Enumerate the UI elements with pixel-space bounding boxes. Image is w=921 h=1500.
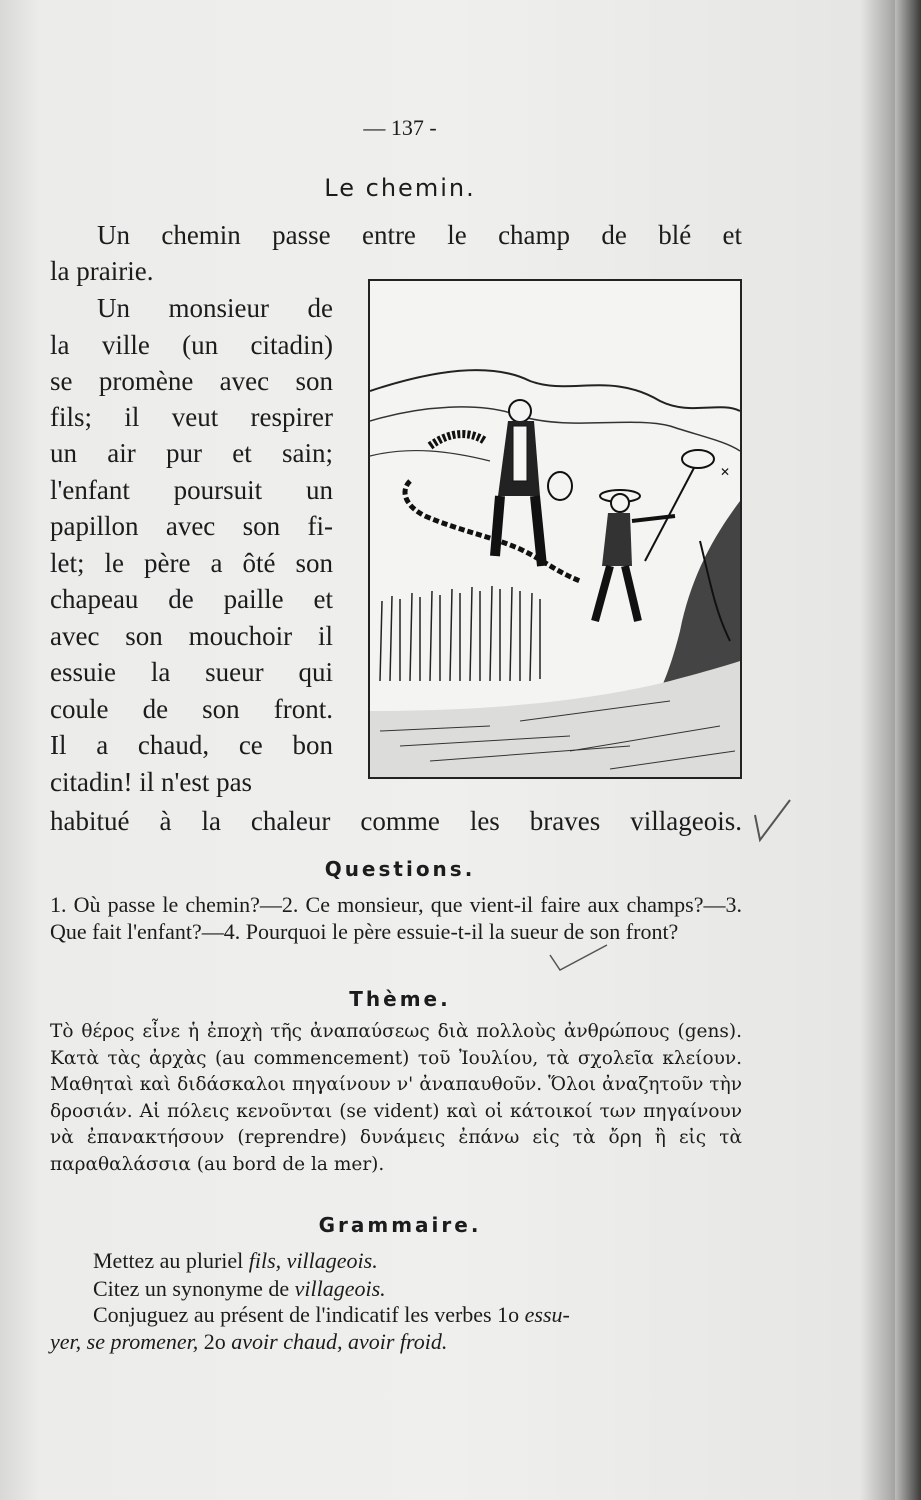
text-line: fils; il veut respirer [50, 402, 333, 432]
grammaire-text: Mettez au pluriel [93, 1248, 249, 1273]
page-number: — 137 - [363, 115, 437, 140]
father-son-path-illustration-icon [370, 281, 740, 777]
svg-text:✕: ✕ [720, 465, 731, 479]
text-line: l'enfant poursuit un [50, 475, 333, 505]
grammaire-line [93, 1247, 793, 1274]
check-mark-icon [545, 940, 615, 975]
grammaire-italic: essu- [524, 1302, 570, 1327]
check-mark-icon [740, 795, 800, 855]
text-line: citadin! il n'est pas [50, 767, 253, 797]
text-line: la prairie. [50, 256, 154, 286]
text-line: la ville (un citadin) [50, 330, 333, 360]
grammaire-number: 2o [203, 1329, 226, 1354]
grammaire-heading: Grammaire. [318, 1213, 482, 1237]
lesson-title: Le chemin. [324, 174, 476, 202]
illustration [368, 279, 742, 779]
text-line: Un monsieur de [97, 293, 333, 323]
grammaire-italic: avoir chaud, avoir froid. [231, 1329, 448, 1354]
text-line: habitué à la chaleur comme les braves villageois. [50, 806, 742, 836]
text-line: chapeau de paille et [50, 584, 333, 614]
text-line: se promène avec son [50, 366, 333, 396]
text-line: avec son mouchoir il [50, 621, 333, 651]
grammaire-line [93, 1301, 793, 1328]
theme-heading: Thème. [349, 987, 451, 1011]
theme-text: Τὸ θέρος εἶνε ἡ ἐποχὴ τῆς ἀναπαύσεως διὰ πολλοὺς ἀνθρώπους (gens). Κατὰ τὰς ἀρχὰς (au commencement) τοῦ Ἰουλίου, τὰ σχολεῖα κλείουν. Μαθηταὶ καὶ διδάσκαλοι πηγαίνουν ν' ἀναπαυθοῦν. Ὅλοι ἀναζητοῦν τὴν δροσιάν. Αἱ πόλεις κενοῦνται (se vident) καὶ οἱ κάτοικοί των πηγαίνουν νὰ ἐπανακτήσουν (reprendre) δυνάμεις ἐπάνω εἰς τὰ ὄρη ἢ εἰς τὰ παραθαλάσσια (au bord de la mer). [50, 1021, 742, 1175]
text-line: essuie la sueur qui [50, 657, 333, 687]
text-line: Un chemin passe entre le champ de blé et [97, 220, 742, 250]
text-line: let; le père a ôté son [50, 548, 333, 578]
grammaire-text: Conjuguez au présent de l'indicatif les verbes [93, 1302, 498, 1327]
grammaire-italic: yer, se promener, [50, 1329, 199, 1354]
grammaire-number: 1o [497, 1302, 520, 1327]
grammaire-line [50, 1328, 750, 1355]
grammaire-italic: fils, villageois. [248, 1248, 378, 1273]
page-edge-shadow [895, 0, 921, 1500]
grammaire-text: Citez un synonyme de [93, 1276, 295, 1301]
grammaire-line [93, 1275, 793, 1302]
questions-heading: Questions. [324, 857, 476, 881]
text-line: Il a chaud, ce bon [50, 730, 333, 760]
questions-text: 1. Où passe le chemin?—2. Ce monsieur, que vient-il faire aux champs?—3. Que fait l'enfant?—4. Pourquoi le père essuie-t-il la sueur de son front? [50, 892, 742, 944]
text-line: coule de son front. [50, 694, 333, 724]
grammaire-italic: villageois. [294, 1276, 386, 1301]
text-line: un air pur et sain; [50, 438, 333, 468]
text-line: papillon avec son fi- [50, 511, 333, 541]
